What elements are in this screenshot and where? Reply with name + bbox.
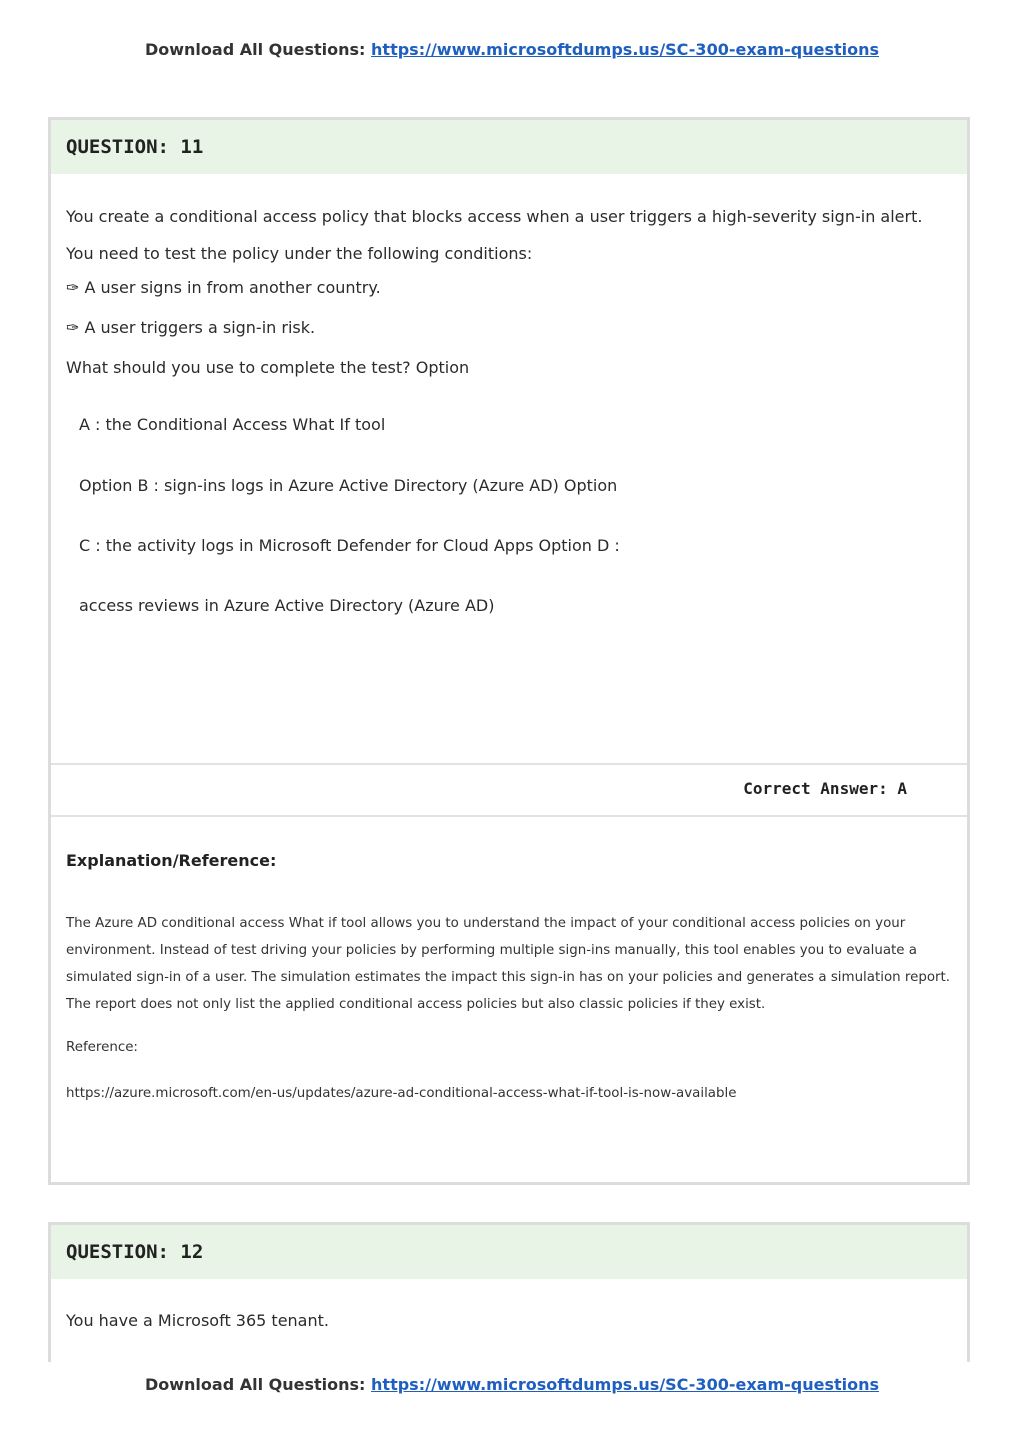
option-c: C : the activity logs in Microsoft Defender for Cloud Apps Option D : xyxy=(79,536,620,555)
correct-answer: Correct Answer: A xyxy=(743,779,907,798)
condition-item: ✑ A user triggers a sign-in risk. xyxy=(66,318,316,337)
explanation-text: The Azure AD conditional access What if tool allows you to understand the impact of your conditional access policies on your environment. Instead of test driving your policies by performing multiple sign-ins manually, this tool enables you to evaluate a simulated sign-in of a user. The simulation estimates the impact this sign-in has on your policies and generates a simulation report. The report does not only list the applied conditional access policies but also classic policies if they exist. xyxy=(66,916,951,1012)
download-link[interactable]: https://www.microsoftdumps.us/SC-300-exam-questions xyxy=(371,40,880,59)
divider xyxy=(51,763,967,765)
download-banner-top xyxy=(0,40,1024,59)
explanation-title: Explanation/Reference: xyxy=(66,851,277,870)
divider xyxy=(51,815,967,817)
question-text: You create a conditional access policy that blocks access when a user triggers a high-severity sign-in alert. You need to test the policy under the following conditions: xyxy=(66,207,923,263)
download-banner-bottom xyxy=(0,1375,1024,1394)
option-b: Option B : sign-ins logs in Azure Active Directory (Azure AD) Option xyxy=(79,476,618,495)
reference-label: Reference: xyxy=(66,1040,138,1055)
download-label: Download All Questions: xyxy=(144,1375,366,1394)
question-title: QUESTION: 12 xyxy=(51,1225,967,1279)
question-card-12 xyxy=(48,1222,970,1362)
reference-url: https://azure.microsoft.com/en-us/updates/azure-ad-conditional-access-what-if-tool-is-now-available xyxy=(66,1086,737,1101)
question-ask: What should you use to complete the test? Option xyxy=(66,358,470,377)
download-label: Download All Questions: xyxy=(144,40,366,59)
option-a: A : the Conditional Access What If tool xyxy=(79,415,386,434)
question-title: QUESTION: 11 xyxy=(51,120,967,174)
option-d: access reviews in Azure Active Directory (Azure AD) xyxy=(79,596,495,615)
condition-item: ✑ A user signs in from another country. xyxy=(66,278,381,297)
question-card-11 xyxy=(48,117,970,1185)
question-text: You have a Microsoft 365 tenant. xyxy=(66,1311,329,1330)
download-link[interactable]: https://www.microsoftdumps.us/SC-300-exam-questions xyxy=(371,1375,880,1394)
